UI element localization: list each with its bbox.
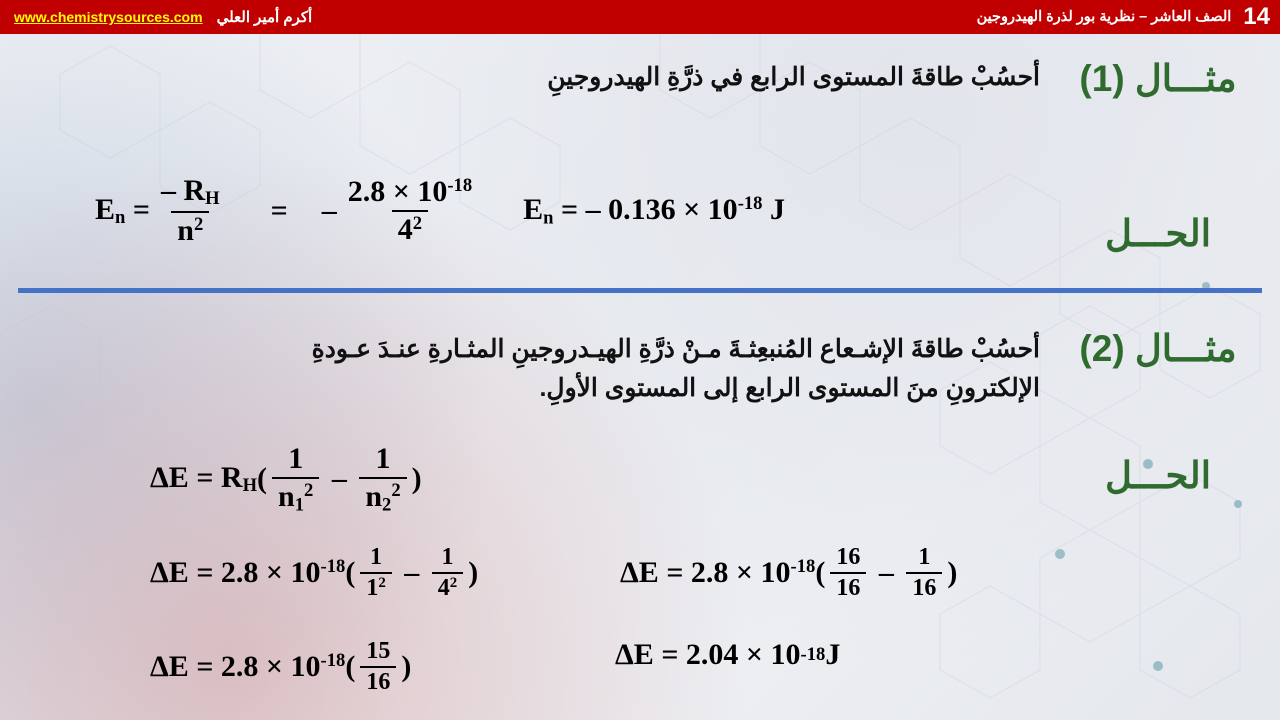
eq3b-fraction-1 <box>830 544 866 602</box>
equation-2 <box>150 442 422 516</box>
eq3-fraction-2 <box>432 544 463 602</box>
eq3b-frac2-num: 1 <box>918 544 931 570</box>
eq2-frac1-den-sub: 1 <box>294 494 305 516</box>
eq2-frac1-den: $n_1^2$ <box>272 477 319 516</box>
eq3b-lhs-sup: -18 <box>790 555 816 577</box>
eq3b-lhs-text: ΔE = 2.8 × 10 <box>620 556 791 590</box>
equation-3-right <box>620 544 957 602</box>
eq1-result-sup: -18 <box>737 193 763 214</box>
eq3-frac1-den: $1^2$ <box>360 572 391 602</box>
eq2-frac2-den-sup: 2 <box>391 480 401 501</box>
equation-1 <box>95 174 785 248</box>
eq2-frac2-den: $n_2^2$ <box>359 477 406 516</box>
header-left-group <box>0 8 312 26</box>
eq3b-minus: – <box>878 556 894 589</box>
eq2-frac2-num: 1 <box>375 442 391 475</box>
eq2-frac1-den-sup: 2 <box>304 480 314 501</box>
slide-canvas <box>0 34 1280 720</box>
eq3b-frac1-den: 16 <box>830 572 866 602</box>
eq4-lhs <box>150 650 345 684</box>
eq2-lhs <box>150 461 257 497</box>
eq3-open-paren: ( <box>345 556 356 590</box>
eq3-frac2-num: 1 <box>441 544 454 570</box>
lesson-title: الصف العاشر – نظرية بور لذرة الهيدروجين <box>976 9 1232 25</box>
eq1-result-text: = – 0.136 × 10 <box>553 193 738 227</box>
eq3b-close-paren: ) <box>947 556 958 589</box>
eq4-frac1-num: 15 <box>366 638 391 664</box>
eq3-lhs <box>150 556 345 590</box>
eq2-fraction-2 <box>359 442 406 516</box>
eq1-result-unit: J <box>762 193 785 227</box>
eq3-fraction-1 <box>360 544 391 602</box>
eq3-frac1-den-sup: 2 <box>378 575 386 591</box>
eq2-minus: – <box>331 462 347 496</box>
eq1-frac1-num: – $R_H$ <box>160 174 220 210</box>
eq3-minus: – <box>404 556 420 590</box>
site-url-link[interactable]: www.chemistrysources.com <box>14 9 203 25</box>
eq3b-frac2-den: 16 <box>906 572 942 602</box>
eq1-frac1-num-sub: H <box>205 188 220 210</box>
page-number: 14 <box>1243 3 1270 30</box>
header-right-group <box>977 5 1280 29</box>
eq2-close-paren: ) <box>411 462 422 496</box>
eq1-result-sub: n <box>543 207 554 229</box>
author-name: أكرم أمير العلي <box>216 9 313 26</box>
section-divider <box>18 288 1262 293</box>
eq3-frac2-den-sup: 2 <box>449 575 458 591</box>
eq3-lhs-text: ΔE = 2.8 × 10 <box>150 556 321 590</box>
eq3b-open-paren: ( <box>815 556 826 589</box>
eq3-close-paren: ) <box>468 556 479 590</box>
eq1-fraction-2 <box>342 175 478 247</box>
eq2-fraction-1 <box>272 442 319 516</box>
eq1-equals-2: = <box>270 194 288 228</box>
eq3-lhs-sup: -18 <box>320 555 346 577</box>
eq1-fraction-1 <box>155 174 226 248</box>
eq4b-sup: -18 <box>800 644 826 665</box>
question-1-text: أحسُبْ طاقةَ المستوى الرابع في ذرَّةِ الهيدروجينِ <box>547 63 1040 91</box>
solution-1-label: الحـــل <box>1105 213 1211 254</box>
eq3-frac1-num: 1 <box>370 544 383 570</box>
eq1-frac1-den: $n^2$ <box>171 211 209 248</box>
eq4-fraction-1 <box>360 638 396 696</box>
eq1-frac2-num-sup: -18 <box>447 174 473 196</box>
example-2-label: مثـــال (2) <box>1079 328 1237 369</box>
equation-4-left <box>150 638 411 696</box>
equation-3-left <box>150 544 478 602</box>
eq1-result: $E_n$ = – $0.136 \times 10^{-18}$ J <box>523 193 785 229</box>
eq3-frac2-den: $4^2$ <box>432 572 463 602</box>
eq2-open-paren: ( <box>257 462 268 496</box>
header-bar <box>0 0 1280 34</box>
eq1-minus: – <box>321 194 337 228</box>
question-2-text: أحسُبْ طاقةَ الإشـعاع المُنبعِثـةَ مـنْ ذرَّةِ الهيـدروجينِ المثـارةِ عنـدَ عـودةِ الإلكترونِ منَ المستوى الرابع إلى المستوى الأولِ. <box>311 335 1040 402</box>
eq4-open-paren: ( <box>345 650 356 683</box>
eq4-lhs-text: ΔE = 2.8 × 10 <box>150 650 321 684</box>
eq1-frac1-den-sup: 2 <box>193 214 204 236</box>
eq1-equals: = <box>132 193 150 227</box>
eq3b-frac1-num: 16 <box>836 544 861 570</box>
eq4b-unit: J <box>825 638 841 671</box>
eq1-frac2-den-sup: 2 <box>412 213 423 235</box>
eq1-lhs-sub: n <box>115 207 126 229</box>
eq2-lhs-text: ΔE = R <box>150 461 243 495</box>
eq4-lhs-sup: -18 <box>320 649 346 671</box>
eq2-lhs-sub: H <box>242 475 258 497</box>
solution-2-label: الحـــل <box>1105 455 1211 496</box>
eq4-close-paren: ) <box>401 650 412 683</box>
eq1-frac2-den: $4^2$ <box>392 210 428 247</box>
eq1-lhs: $E_n$ = <box>95 193 150 229</box>
eq2-frac1-num: 1 <box>288 442 304 475</box>
eq3b-fraction-2 <box>906 544 942 602</box>
eq2-frac2-den-sub: 2 <box>382 494 392 516</box>
eq1-frac2-num: $2.8 \times 10^{-18}$ <box>347 174 473 209</box>
example-1-label: مثـــال (1) <box>1079 58 1237 99</box>
eq4b-text: ΔE = 2.04 × 10 <box>615 638 801 671</box>
eq3b-lhs <box>620 556 815 590</box>
eq4-frac1-den: 16 <box>360 666 396 696</box>
equation-4-right-answer <box>615 638 840 672</box>
